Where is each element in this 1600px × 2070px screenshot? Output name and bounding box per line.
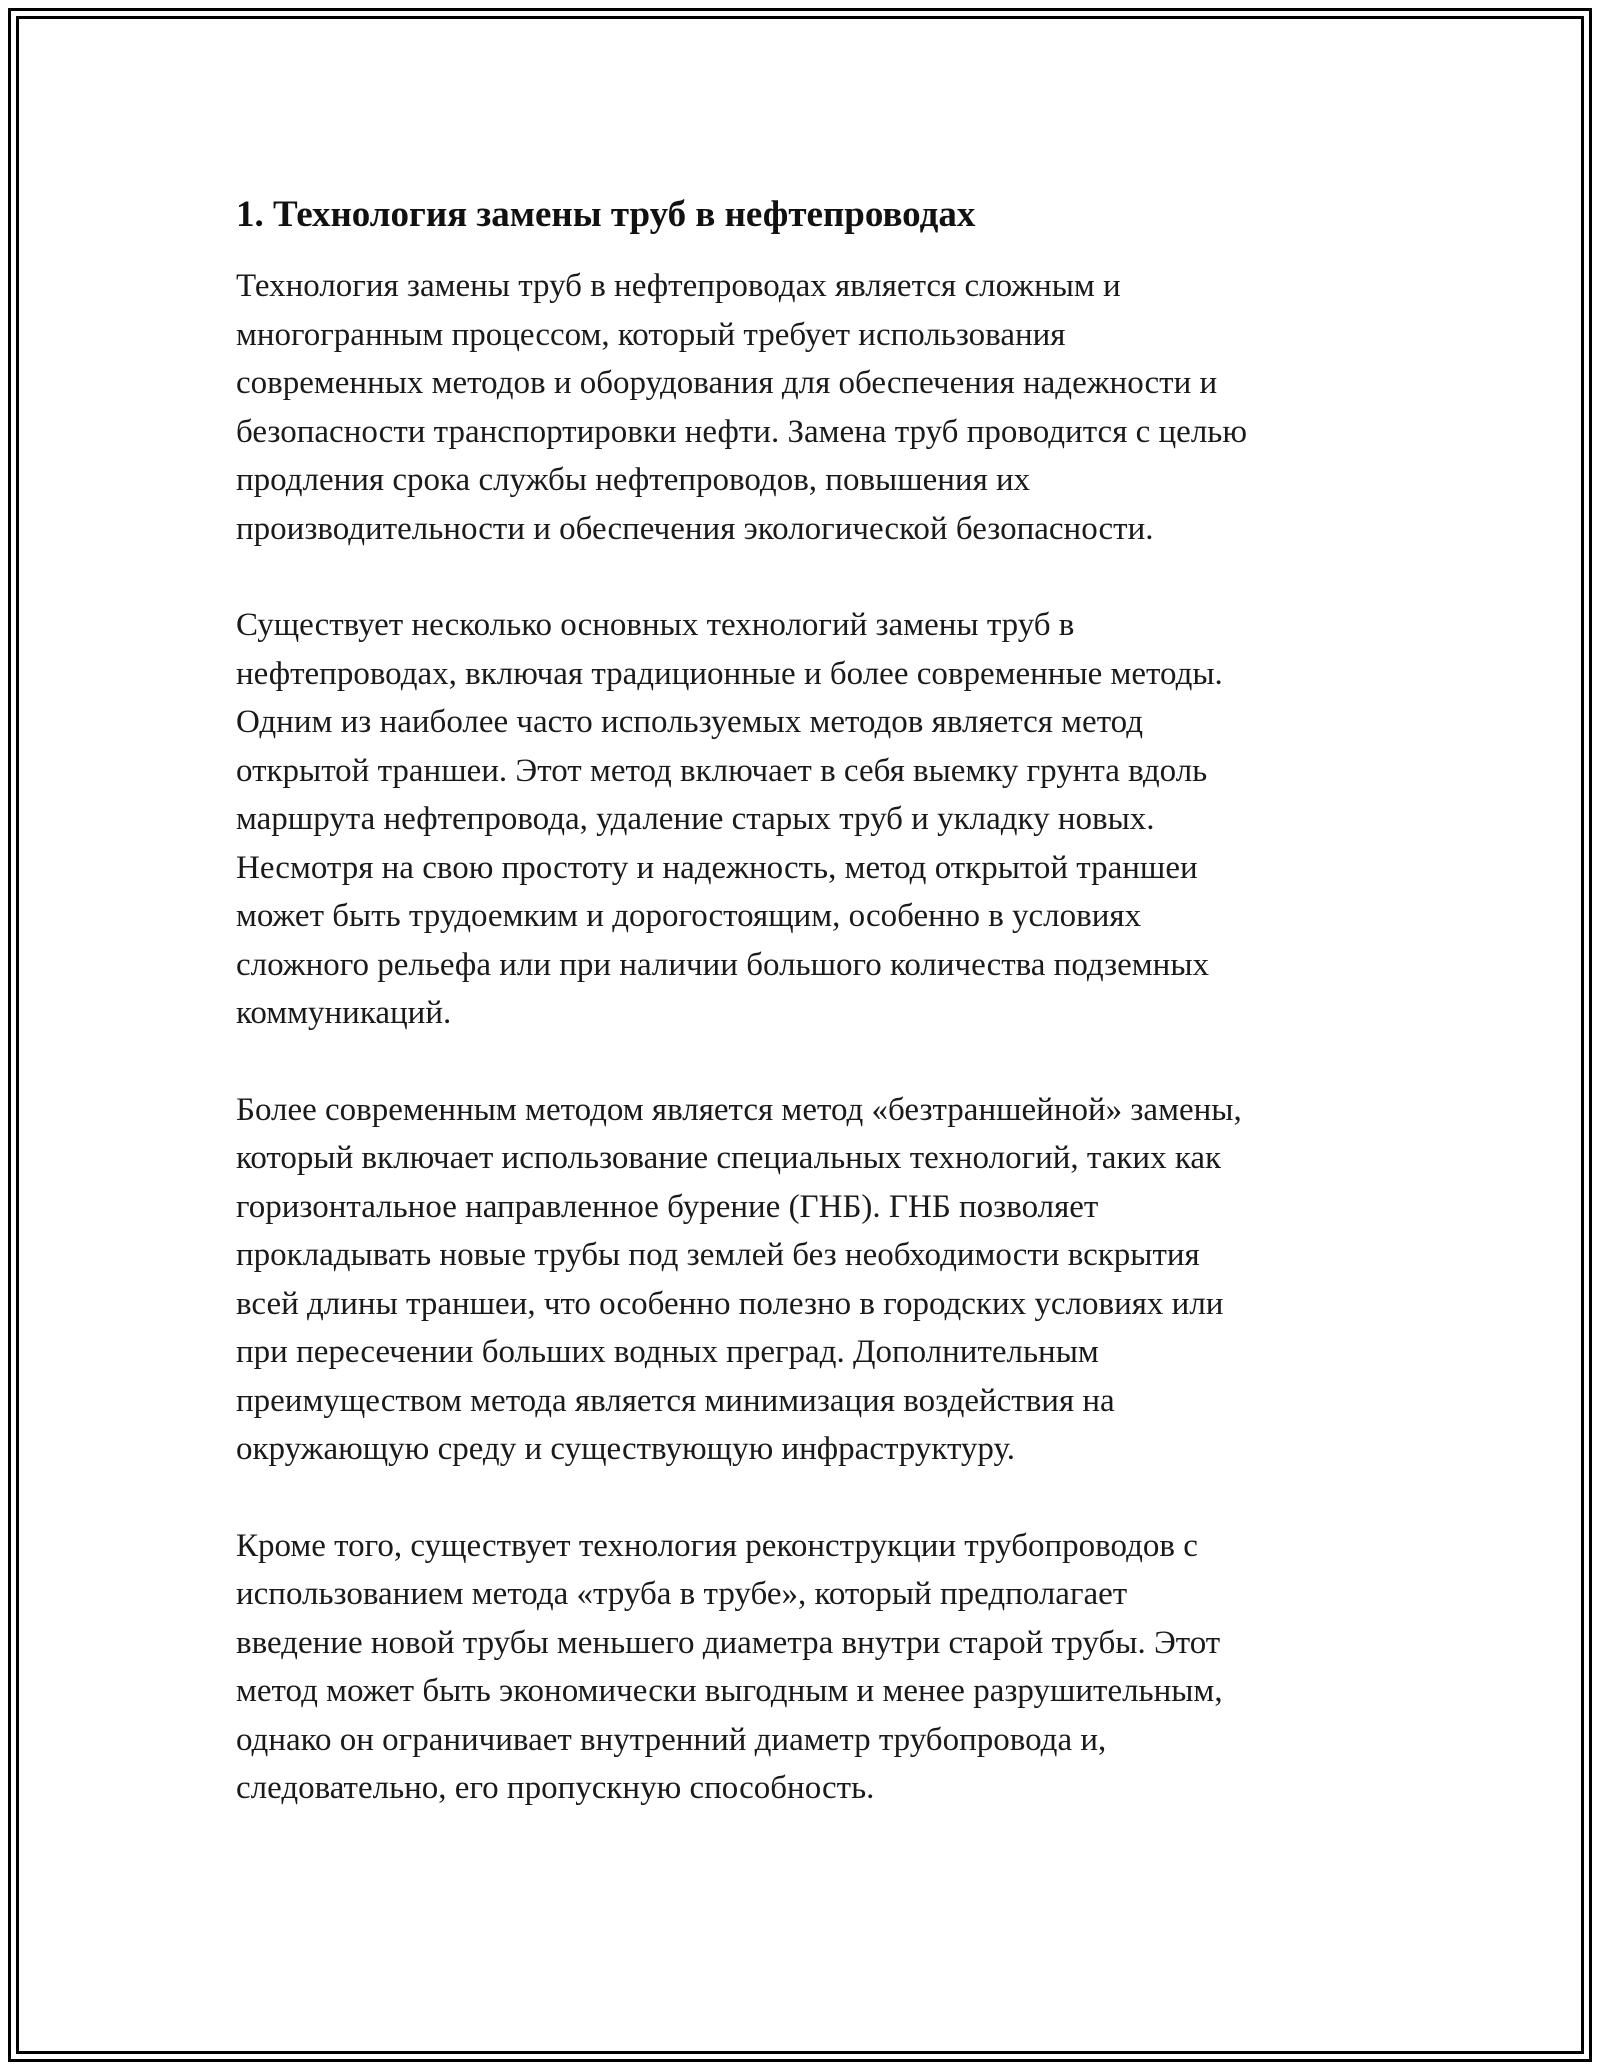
section-title: 1. Технология замены труб в нефтепроводах bbox=[236, 194, 976, 235]
paragraph-3: Более современным методом является метод «безтраншейной» замены, который включает использование специальных технологий, таких как горизонтальное направленное бурение (ГНБ). ГНБ позволяет прокладывать новые трубы под землей без необходимости вскрытия всей длины траншеи, что особенно полезно в городских условиях или при пересечении больших водных преград. Дополнительным преимуществом метода является минимизация воздействия на окружающую среду и существующую инфраструктуру. bbox=[236, 1091, 1242, 1467]
paragraph-4: Кроме того, существует технология реконструкции трубопроводов с использованием метода «труба в трубе», который предполагает введение новой трубы меньшего диаметра внутри старой трубы. Этот метод может быть экономически выгодным и менее разрушительным, однако он ограничивает внутренний диаметр трубопровода и, следовательно, его пропускную способность. bbox=[236, 1527, 1223, 1806]
paragraph-2: Существует несколько основных технологий замены труб в нефтепроводах, включая традиционные и более современные методы. Одним из наиболее часто используемых методов является метод открытой траншеи. Этот метод включает в себя выемку грунта вдоль маршрута нефтепровода, удаление старых труб и укладку новых. Несмотря на свою простоту и надежность, метод открытой траншеи может быть трудоемким и дорогостоящим, особенно в условиях сложного рельефа или при наличии большого количества подземных коммуникаций. bbox=[236, 607, 1223, 1031]
document-body bbox=[236, 190, 1416, 1813]
paragraph-1: Технология замены труб в нефтепроводах является сложным и многогранным процессом, который требует использования современных методов и оборудования для обеспечения надежности и безопасности транспортировки нефти. Замена труб проводится с целью продления срока службы нефтепроводов, повышения их производительности и обеспечения экологической безопасности. bbox=[236, 268, 1247, 547]
